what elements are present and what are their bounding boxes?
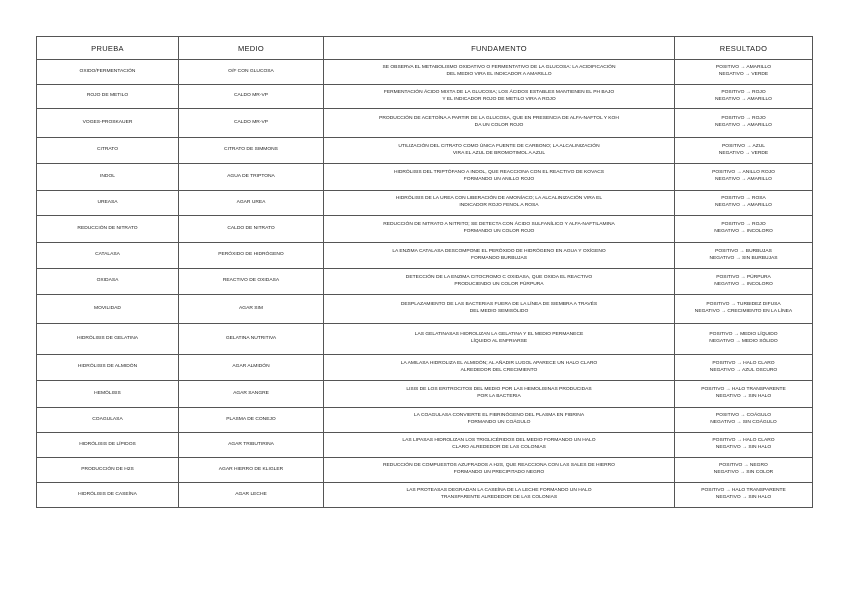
medio-cell: PERÓXIDO DE HIDRÓGENO (179, 243, 324, 269)
medio-cell: CALDO MR-VP (179, 85, 324, 109)
resultado-cell (675, 85, 813, 109)
resultado-line: POSITIVO → ROJO (721, 222, 766, 228)
fundamento-cell (324, 458, 675, 483)
fundamento-cell (324, 295, 675, 324)
medio-cell: AGAR UREA (179, 191, 324, 216)
fundamento-line: FORMANDO UN COLOR ROJO (463, 229, 535, 234)
fundamento-cell (324, 408, 675, 433)
fundamento-cell (324, 138, 675, 164)
fundamento-cell (324, 324, 675, 355)
resultado-line: POSITIVO → TURBIDEZ DIFUSA (706, 302, 781, 308)
resultado-line: NEGATIVO → SIN BURBUJAS (709, 255, 778, 261)
medio-cell: AGAR SANGRE (179, 381, 324, 408)
prueba-cell: PRODUCCIÓN DE H2S (37, 458, 179, 483)
fundamento-line: FORMANDO UN ANILLO ROJO (463, 177, 535, 182)
fundamento-line: DEL MEDIO VIRA EL INDICADOR A AMARILLO (446, 72, 552, 77)
resultado-line: POSITIVO → ROJO (721, 116, 766, 122)
resultado-line: NEGATIVO → MEDIO SÓLIDO (709, 339, 778, 344)
medio-cell: AGAR SIM (179, 295, 324, 324)
resultado-line: NEGATIVO → VERDE (718, 72, 769, 77)
resultado-cell (675, 243, 813, 269)
fundamento-line: VIRA EL AZUL DE BROMOTIMOL A AZUL (452, 150, 546, 156)
fundamento-cell (324, 483, 675, 508)
prueba-cell: HIDRÓLISIS DE LÍPIDOS (37, 433, 179, 458)
resultado-line: POSITIVO → HALO CLARO (712, 438, 775, 444)
medio-cell: CALDO DE NITRATO (179, 216, 324, 243)
prueba-cell: REDUCCIÓN DE NITRATO (37, 216, 179, 243)
medio-cell: AGAR ALMIDÓN (179, 355, 324, 381)
fundamento-cell (324, 109, 675, 138)
table-row (37, 295, 813, 324)
fundamento-cell (324, 433, 675, 458)
table-row (37, 243, 813, 269)
resultado-line: NEGATIVO → CRECIMIENTO EN LA LÍNEA (694, 309, 793, 314)
resultado-line: POSITIVO → HALO TRANSPARENTE (701, 488, 786, 494)
table-row (37, 458, 813, 483)
fundamento-line: LÍQUIDO AL ENFRIARSE (470, 339, 528, 344)
medio-cell: AGAR TRIBUTIRINA (179, 433, 324, 458)
fundamento-line: CLARO ALREDEDOR DE LAS COLONIAS (452, 445, 546, 450)
resultado-line: POSITIVO → AZUL (722, 143, 765, 149)
resultado-cell (675, 483, 813, 508)
medio-cell: PLASMA DE CONEJO (179, 408, 324, 433)
fundamento-line: HIDRÓLISIS DE LA UREA CON LIBERACIÓN DE AMONÍACO; LA ALCALINIZACIÓN VIRA EL (395, 196, 603, 202)
fundamento-line: ALREDEDOR DEL CRECIMIENTO (460, 367, 538, 373)
fundamento-line: DEL MEDIO SEMISÓLIDO (469, 309, 529, 314)
resultado-line: POSITIVO → MEDIO LÍQUIDO (709, 332, 778, 338)
header-medio: MEDIO (179, 37, 324, 60)
resultado-line: POSITIVO → ROSA (721, 196, 766, 202)
medio-cell: AGAR LECHE (179, 483, 324, 508)
fundamento-cell (324, 355, 675, 381)
resultado-line: NEGATIVO → SIN HALO (715, 495, 772, 500)
fundamento-cell (324, 60, 675, 85)
resultado-line: NEGATIVO → AZUL OSCURO (709, 367, 778, 373)
table-row (37, 408, 813, 433)
table-row (37, 164, 813, 191)
fundamento-line: FERMENTACIÓN ÁCIDO MIXTA DE LA GLUCOSA; LOS ÁCIDOS ESTABLES MANTIENEN EL PH BAJO (383, 89, 615, 95)
resultado-cell (675, 216, 813, 243)
fundamento-line: TRANSPARENTE ALREDEDOR DE LAS COLONIAS (440, 495, 558, 500)
prueba-cell: HIDRÓLISIS DE ALMIDÓN (37, 355, 179, 381)
resultado-cell (675, 164, 813, 191)
resultado-cell (675, 433, 813, 458)
prueba-cell: OXIDASA (37, 269, 179, 295)
biochemical-tests-table (36, 36, 813, 508)
prueba-cell: ROJO DE METILO (37, 85, 179, 109)
table-body (37, 60, 813, 508)
prueba-cell: MOVILIDAD (37, 295, 179, 324)
fundamento-cell (324, 216, 675, 243)
fundamento-cell (324, 243, 675, 269)
header-resultado: RESULTADO (675, 37, 813, 60)
prueba-cell: HEMÓLISIS (37, 381, 179, 408)
fundamento-line: PRODUCIENDO UN COLOR PÚRPURA (454, 281, 544, 287)
fundamento-line: LISIS DE LOS ERITROCITOS DEL MEDIO POR LAS HEMOLISINAS PRODUCIDAS (406, 387, 592, 393)
prueba-cell: CATALASA (37, 243, 179, 269)
resultado-line: NEGATIVO → AMARILLO (715, 177, 772, 182)
medio-cell: O/F CON GLUCOSA (179, 60, 324, 85)
resultado-line: POSITIVO → ROJO (721, 89, 766, 95)
fundamento-line: LAS LIPASAS HIDROLIZAN LOS TRIGLICÉRIDOS DEL MEDIO FORMANDO UN HALO (402, 438, 596, 444)
fundamento-line: DA UN COLOR ROJO (474, 123, 524, 128)
fundamento-cell (324, 191, 675, 216)
resultado-cell (675, 381, 813, 408)
resultado-line: NEGATIVO → AMARILLO (715, 123, 772, 128)
prueba-cell: INDOL (37, 164, 179, 191)
resultado-cell (675, 324, 813, 355)
resultado-line: POSITIVO → AMARILLO (715, 65, 772, 71)
fundamento-line: Y EL INDICADOR ROJO DE METILO VIRA A ROJO (442, 96, 556, 102)
resultado-cell (675, 138, 813, 164)
resultado-cell (675, 355, 813, 381)
resultado-cell (675, 458, 813, 483)
fundamento-line: INDICADOR ROJO FENOL A ROSA (459, 203, 539, 208)
resultado-line: NEGATIVO → SIN COLOR (713, 470, 774, 475)
fundamento-line: PRODUCCIÓN DE ACETOÍNA A PARTIR DE LA GLUCOSA, QUE EN PRESENCIA DE ALFA-NAFTOL Y KOH (379, 116, 619, 122)
resultado-line: POSITIVO → NEGRO (719, 463, 768, 469)
prueba-cell: VOGES-PROSKAUER (37, 109, 179, 138)
resultado-cell (675, 191, 813, 216)
fundamento-cell (324, 269, 675, 295)
resultado-line: NEGATIVO → AMARILLO (715, 96, 772, 102)
header-prueba: PRUEBA (37, 37, 179, 60)
header-fundamento: FUNDAMENTO (324, 37, 675, 60)
fundamento-line: LA COAGULASA CONVIERTE EL FIBRINÓGENO DEL PLASMA EN FIBRINA (413, 413, 585, 419)
fundamento-line: DESPLAZAMIENTO DE LAS BACTERIAS FUERA DE LA LÍNEA DE SIEMBRA A TRAVÉS (400, 302, 598, 308)
table-row (37, 216, 813, 243)
prueba-cell: HIDRÓLISIS DE CASEÍNA (37, 483, 179, 508)
table-header (37, 37, 813, 60)
resultado-line: NEGATIVO → VERDE (718, 150, 769, 156)
medio-cell: AGAR HIERRO DE KLIGLER (179, 458, 324, 483)
resultado-line: NEGATIVO → SIN HALO (715, 394, 772, 399)
fundamento-line: LA ENZIMA CATALASA DESCOMPONE EL PERÓXIDO DE HIDRÓGENO EN AGUA Y OXÍGENO (392, 248, 606, 254)
resultado-line: NEGATIVO → INCOLORO (714, 281, 773, 287)
fundamento-line: LA AMILASA HIDROLIZA EL ALMIDÓN; AL AÑADIR LUGOL APARECE UN HALO CLARO (400, 360, 598, 366)
fundamento-line: SE OBSERVA EL METABOLISMO OXIDATIVO O FERMENTATIVO DE LA GLUCOSA: LA ACIDIFICACIÓN (382, 65, 616, 71)
medio-cell: CITRATO DE SIMMONS (179, 138, 324, 164)
resultado-line: POSITIVO → COÁGULO (715, 413, 772, 419)
resultado-cell (675, 109, 813, 138)
fundamento-line: REDUCCIÓN DE NITRATO A NITRITO; SE DETECTA CON ÁCIDO SULFANÍLICO Y ALFA-NAFTILAMINA (383, 222, 615, 228)
fundamento-line: FORMANDO BURBUJAS (471, 255, 527, 261)
resultado-cell (675, 269, 813, 295)
prueba-cell: UREASA (37, 191, 179, 216)
prueba-cell: CITRATO (37, 138, 179, 164)
fundamento-line: DETECCIÓN DE LA ENZIMA CITOCROMO C OXIDASA, QUE OXIDA EL REACTIVO (405, 274, 593, 280)
fundamento-line: FORMANDO UN PRECIPITADO NEGRO (453, 470, 545, 475)
fundamento-cell (324, 85, 675, 109)
table-row (37, 60, 813, 85)
table-row (37, 191, 813, 216)
table-row (37, 269, 813, 295)
table-row (37, 138, 813, 164)
medio-cell: AGUA DE TRIPTONA (179, 164, 324, 191)
table-row (37, 85, 813, 109)
resultado-line: NEGATIVO → SIN HALO (715, 445, 772, 450)
table-row (37, 324, 813, 355)
fundamento-line: UTILIZACIÓN DEL CITRATO COMO ÚNICA FUENTE DE CARBONO; LA ALCALINIZACIÓN (398, 143, 600, 149)
table-row (37, 109, 813, 138)
table-row (37, 381, 813, 408)
fundamento-line: FORMANDO UN COÁGULO (467, 420, 531, 425)
fundamento-line: LAS PROTEASAS DEGRADAN LA CASEÍNA DE LA LECHE FORMANDO UN HALO (406, 488, 592, 494)
fundamento-cell (324, 381, 675, 408)
resultado-line: POSITIVO → ANILLO ROJO (712, 170, 775, 176)
table-row (37, 483, 813, 508)
medio-cell: CALDO MR-VP (179, 109, 324, 138)
resultado-line: NEGATIVO → INCOLORO (714, 229, 773, 234)
fundamento-line: REDUCCIÓN DE COMPUESTOS AZUFRADOS A H2S, QUE REACCIONA CON LAS SALES DE HIERRO (383, 463, 615, 469)
fundamento-line: POR LA BACTERIA (477, 394, 521, 399)
prueba-cell: HIDRÓLISIS DE GELATINA (37, 324, 179, 355)
prueba-cell: OXIDO/FERMENTACIÓN (37, 60, 179, 85)
fundamento-cell (324, 164, 675, 191)
resultado-line: NEGATIVO → SIN COÁGULO (710, 420, 777, 425)
resultado-line: POSITIVO → PÚRPURA (716, 274, 771, 280)
resultado-cell (675, 408, 813, 433)
table-row (37, 355, 813, 381)
resultado-line: POSITIVO → HALO TRANSPARENTE (701, 387, 786, 393)
resultado-cell (675, 60, 813, 85)
medio-cell: GELATINA NUTRITIVA (179, 324, 324, 355)
table-row (37, 433, 813, 458)
fundamento-line: HIDRÓLISIS DEL TRIPTÓFANO A INDOL, QUE REACCIONA CON EL REACTIVO DE KOVACS (393, 170, 605, 176)
resultado-cell (675, 295, 813, 324)
prueba-cell: COAGULASA (37, 408, 179, 433)
resultado-line: NEGATIVO → AMARILLO (715, 203, 772, 208)
resultado-line: POSITIVO → HALO CLARO (712, 360, 775, 366)
fundamento-line: LAS GELATINASAS HIDROLIZAN LA GELATINA Y EL MEDIO PERMANECE (414, 332, 584, 338)
resultado-line: POSITIVO → BURBUJAS (715, 248, 772, 254)
medio-cell: REACTIVO DE OXIDASA (179, 269, 324, 295)
